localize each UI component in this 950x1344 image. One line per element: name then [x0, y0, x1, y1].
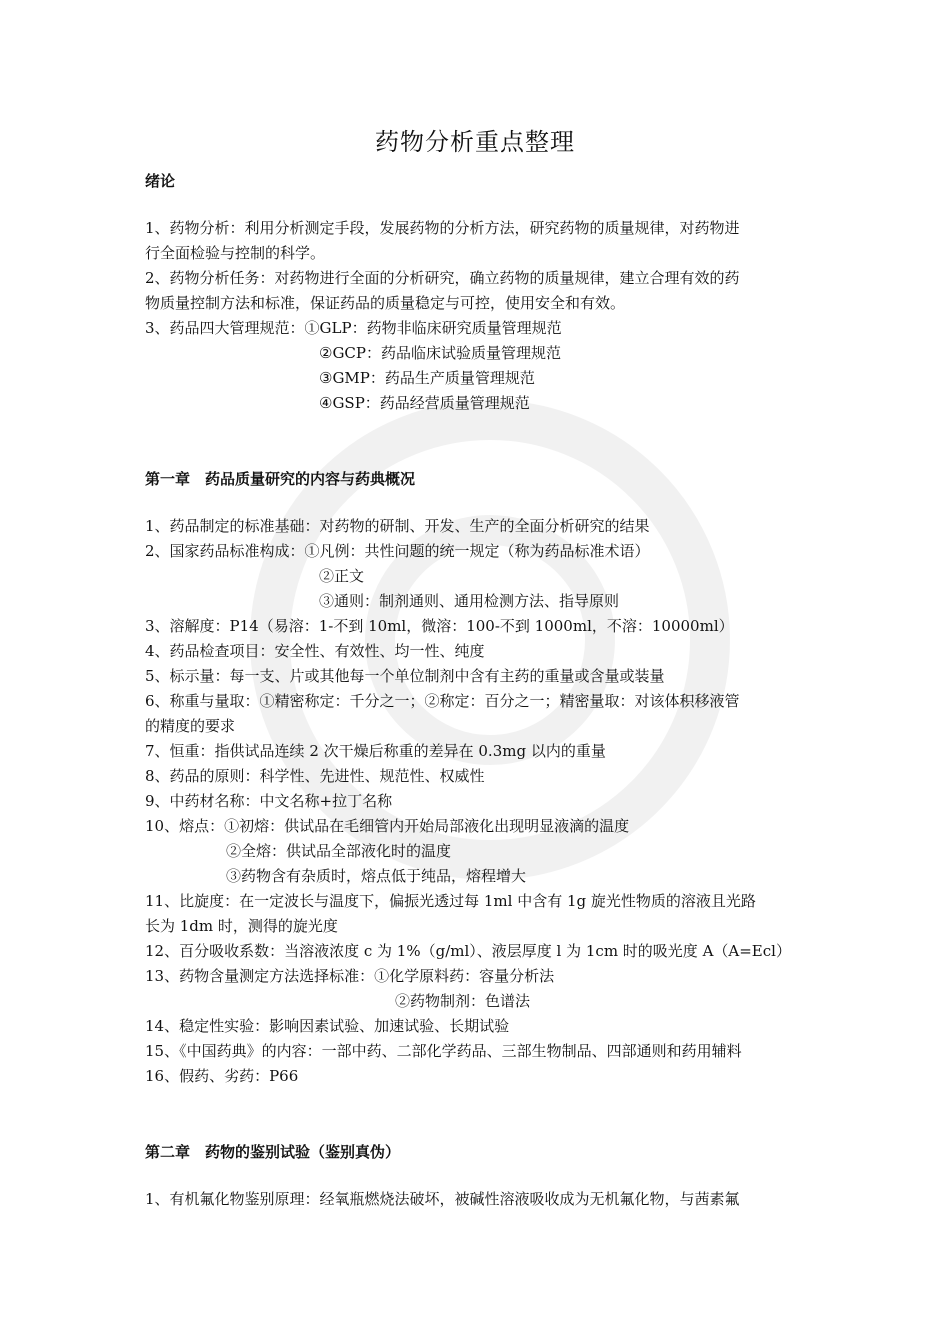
section-heading-chapter2: 第二章 药物的鉴别试验（鉴别真伪） [145, 1143, 401, 1161]
text-line: ②正文 [319, 567, 365, 585]
text-line: ②全熔：供试品全部液化时的温度 [226, 842, 452, 860]
text-line: ②药物制剂：色谱法 [395, 992, 531, 1010]
text-line: 8、药品的原则：科学性、先进性、规范性、权威性 [145, 767, 485, 785]
text-line: 1、药品制定的标准基础：对药物的研制、开发、生产的全面分析研究的结果 [145, 517, 650, 535]
text-line: 1、药物分析：利用分析测定手段，发展药物的分析方法，研究药物的质量规律，对药物进 [145, 219, 740, 237]
text-line: ②GCP：药品临床试验质量管理规范 [319, 344, 562, 362]
text-line: 行全面检验与控制的科学。 [145, 244, 326, 262]
text-line: ③通则：制剂通则、通用检测方法、指导原则 [319, 592, 620, 610]
text-line: 长为 1dm 时，测得的旋光度 [145, 917, 338, 935]
text-line: 3、药品四大管理规范：①GLP：药物非临床研究质量管理规范 [145, 319, 562, 337]
text-line: 4、药品检查项目：安全性、有效性、均一性、纯度 [145, 642, 485, 660]
text-line: 5、标示量：每一支、片或其他每一个单位制剂中含有主药的重量或含量或装量 [145, 667, 665, 685]
text-line: 2、国家药品标准构成：①凡例：共性问题的统一规定（称为药品标准术语） [145, 542, 650, 560]
document-title: 药物分析重点整理 [375, 128, 575, 156]
text-line: ④GSP：药品经营质量管理规范 [319, 394, 530, 412]
text-line: 3、溶解度：P14（易溶：1-不到 10ml，微溶：100-不到 1000ml，不溶：10000ml） [145, 617, 734, 635]
text-line: ③GMP：药品生产质量管理规范 [319, 369, 535, 387]
section-heading-intro: 绪论 [145, 172, 176, 190]
text-line: ③药物含有杂质时，熔点低于纯品，熔程增大 [226, 867, 527, 885]
text-line: 16、假药、劣药：P66 [145, 1067, 299, 1085]
text-line: 7、恒重：指供试品连续 2 次干燥后称重的差异在 0.3mg 以内的重量 [145, 742, 606, 760]
text-line: 14、稳定性实验：影响因素试验、加速试验、长期试验 [145, 1017, 510, 1035]
text-line: 15、《中国药典》的内容：一部中药、二部化学药品、三部生物制品、四部通则和药用辅料 [145, 1042, 742, 1060]
text-line: 12、百分吸收系数：当溶液浓度 c 为 1%（g/ml）、液层厚度 l 为 1cm 时的吸光度 A（A=Ecl） [145, 942, 791, 960]
text-line: 11、比旋度：在一定波长与温度下，偏振光透过每 1ml 中含有 1g 旋光性物质的溶液且光路 [145, 892, 756, 910]
text-line: 物质量控制方法和标准，保证药品的质量稳定与可控，使用安全和有效。 [145, 294, 626, 312]
text-line: 的精度的要求 [145, 717, 236, 735]
text-line: 13、药物含量测定方法选择标准：①化学原料药：容量分析法 [145, 967, 555, 985]
text-line: 6、称重与量取：①精密称定：千分之一；②称定：百分之一；精密量取：对该体积移液管 [145, 692, 740, 710]
text-line: 10、熔点：①初熔：供试品在毛细管内开始局部液化出现明显液滴的温度 [145, 817, 630, 835]
text-line: 2、药物分析任务：对药物进行全面的分析研究，确立药物的质量规律，建立合理有效的药 [145, 269, 740, 287]
section-heading-chapter1: 第一章 药品质量研究的内容与药典概况 [145, 470, 416, 488]
text-line: 9、中药材名称：中文名称+拉丁名称 [145, 792, 393, 810]
text-line: 1、有机氟化物鉴别原理：经氧瓶燃烧法破坏，被碱性溶液吸收成为无机氟化物，与茜素氟 [145, 1190, 740, 1208]
